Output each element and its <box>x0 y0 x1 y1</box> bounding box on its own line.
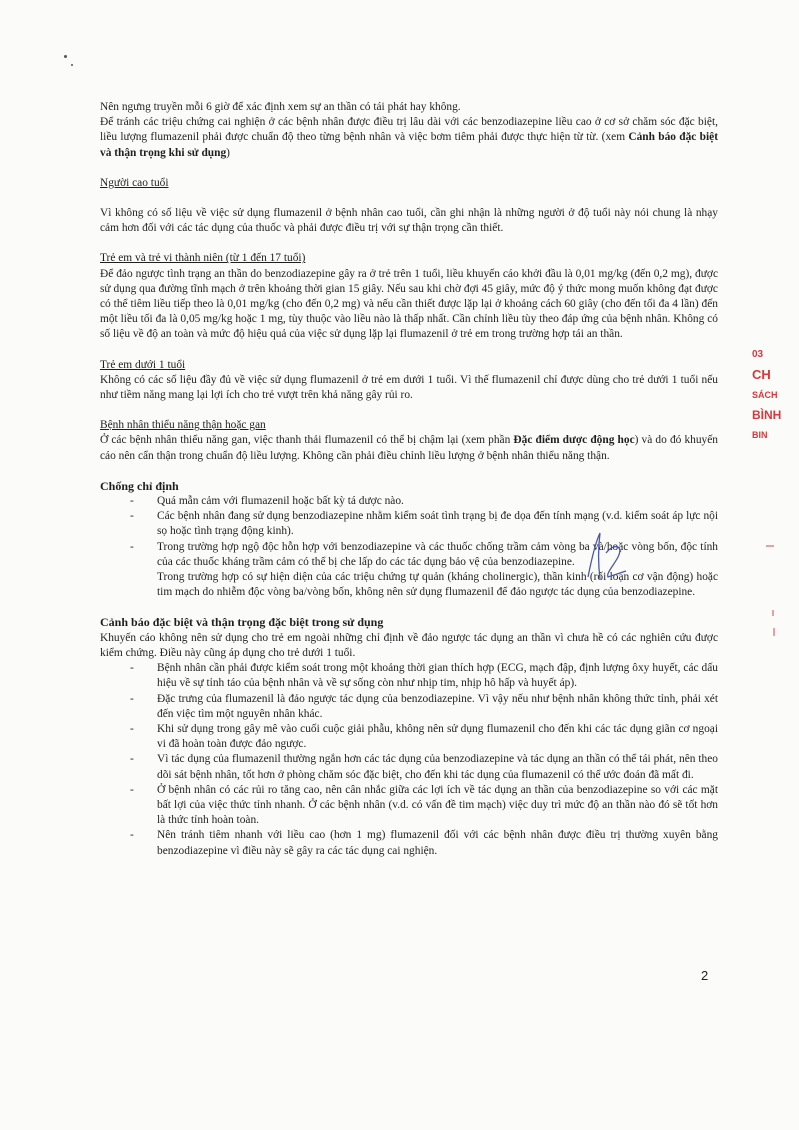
scan-speck <box>71 64 73 66</box>
list-item: - Quá mẫn cảm với flumazenil hoặc bất kỳ tá dược nào. <box>130 494 718 509</box>
stamp-mark <box>772 610 774 616</box>
list-item: - Bệnh nhân cần phải được kiểm soát trong một khoảng thời gian thích hợp (ECG, mạch đập, định lượng ôxy huyết, các dấu hiệu về sự tỉnh táo của bệnh nhân và về sự sống còn như nhịp tim, nhịp hô hấp và huyết áp). <box>130 661 718 691</box>
section-heading-elderly: Người cao tuổi <box>100 176 169 189</box>
intro-paragraph: Để tránh các triệu chứng cai nghiện ở các bệnh nhân được điều trị lâu dài với các benzodiazepine liều cao ở cơ sở chăm sóc đặc biệt, liều lượng flumazenil phải được chuẩn độ theo từng bệnh nhân và việc bơm tiêm phải được thực hiện từ từ. (xem Cảnh báo đặc biệt và thận trọng khi sử dụng) <box>100 116 718 159</box>
list-item: - Đặc trưng của flumazenil là đảo ngược tác dụng của benzodiazepine. Vì vậy nếu như bệnh nhân không thức tỉnh, phải xét đến việc tìm một nguyên nhân khác. <box>130 692 718 722</box>
cross-reference: Cảnh báo đặc biệt và thận trọng khi sử dụng <box>100 131 718 159</box>
section-heading-children: Trẻ em và trẻ vị thành niên (từ 1 đến 17 tuổi) <box>100 252 306 265</box>
intro-line-1: Nên ngưng truyền mỗi 6 giờ để xác định xem sự an thần có tái phát hay không. <box>100 101 461 113</box>
list-item: - Khi sử dụng trong gây mê vào cuối cuộc giải phẫu, không nên sử dụng flumazenil cho đến khi các tác dụng giãn cơ ngoại vi đã hoàn toàn được đảo ngược. <box>130 722 718 752</box>
warnings-intro: Khuyến cáo không nên sử dụng cho trẻ em ngoài những chỉ định về đảo ngược tác dụng an thần vì chưa hề có các nghiên cứu được kiểm chứng. Điều này cũng áp dụng cho trẻ dưới 1 tuổi. <box>100 631 718 659</box>
infants-text: Không có các số liệu đầy đủ về việc sử dụng flumazenil ở trẻ em dưới 1 tuổi. Vì thế flumazenil chỉ được dùng cho trẻ dưới 1 tuổi nếu như tiềm năng mang lại lợi ích cho trẻ vượt trên khả năng gây rủi ro. <box>100 373 718 402</box>
children-text: Để đảo ngược tình trạng an thần do benzodiazepine gây ra ở trẻ trên 1 tuổi, liều khuyến cáo khởi đầu là 0,01 mg/kg (đến 0,2 mg), được sử dụng qua đường tĩnh mạch ở trên khoảng thời gian 15 giây. Nếu sau khi chờ đợi 45 giây, mức độ ý thức mong muốn không đạt được có thể tiêm liều tiếp theo là 0,01 mg/kg (cho đến 0,2 mg) và nếu cần thiết được lặp lại ở khoảng cách 60 giây (cho đến tối đa 4 lần) đến một liều tối đa là 0,05 mg/kg hoặc 1 mg, tùy thuộc vào liều nào là thấp nhất. Cần chỉnh liều tùy theo đáp ứng của bệnh nhân. Không có số liệu về độ an toàn và mức độ hiệu quả của việc sử dụng lặp lại flumazenil ở trẻ em trong trường hợp tái an thần. <box>100 267 718 341</box>
contraindications-note: Trong trường hợp có sự hiện diện của các triệu chứng tự quản (kháng cholinergic), thần kinh (rối loạn cơ vận động) hoặc tim mạch do nhiễm độc vòng ba/vòng bốn, không nên sử dụng flumazenil để đảo ngược tác dụng của benzodiazepine. <box>157 571 718 599</box>
handwritten-signature <box>582 527 630 587</box>
elderly-text: Vì không có số liệu về việc sử dụng flumazenil ở bệnh nhân cao tuổi, cần ghi nhận là những người ở độ tuổi này nói chung là nhạy cảm hơn đối với các tác dụng của thuốc và phải được điều trị với sự thận trọng cần thiết. <box>100 207 718 235</box>
section-heading-infants: Trẻ em dưới 1 tuổi <box>100 358 186 371</box>
page-number: 2 <box>701 968 709 983</box>
list-item: - Ở bệnh nhân có các rủi ro tăng cao, nên cân nhắc giữa các lợi ích về tác dụng an thần của benzodiazepine so với các mặt bất lợi của việc thức tỉnh nhanh. Ở các bệnh nhân (v.d. có vấn đề tim mạch) việc duy trì mức độ an thần nào đó sẽ tốt hơn là thức tỉnh hoàn toàn. <box>130 783 718 829</box>
list-item: - Các bệnh nhân đang sử dụng benzodiazepine nhằm kiểm soát tình trạng bị đe dọa đến tính mạng (v.d. kiểm soát áp lực nội sọ hoặc tình trạng động kinh). <box>130 509 718 539</box>
section-heading-warnings: Cảnh báo đặc biệt và thận trọng đặc biệt trong sử dụng <box>100 615 384 630</box>
warnings-list <box>100 661 718 859</box>
stamp-mark <box>766 545 774 547</box>
list-item: - Trong trường hợp ngộ độc hỗn hợp với benzodiazepine và các thuốc chống trầm cảm vòng ba và/hoặc vòng bốn, độc tính của các thuốc kháng trầm cảm có thể bị che lấp do các tác dụng bảo vệ của benzodiazepine. <box>130 540 718 570</box>
list-item: - Nên tránh tiêm nhanh với liều cao (hơn 1 mg) flumazenil đối với các bệnh nhân được điều trị thường xuyên bằng benzodiazepine vì điều này sẽ gây ra các tác dụng cai nghiện. <box>130 828 718 858</box>
list-item: - Vì tác dụng của flumazenil thường ngắn hơn các tác dụng của benzodiazepine và tác dụng an thần có thể tái phát, nên theo dõi sát bệnh nhân, tốt hơn ở phòng chăm sóc đặc biệt, cho đến khi tác dụng của flumazenil có thể ước đoán đã mất đi. <box>130 752 718 782</box>
renal-text: Ở các bệnh nhân thiểu năng gan, việc thanh thải flumazenil có thể bị chậm lại (xem phần Đặc điểm dược động học) và do đó khuyến cáo nên cẩn thận trong chuẩn độ liều lượng. Không cần phải điều chỉnh liều lượng ở bệnh nhân thiểu năng thận. <box>100 434 718 462</box>
document-page <box>100 100 718 859</box>
section-heading-contraindications: Chống chỉ định <box>100 478 179 493</box>
section-heading-renal: Bệnh nhân thiểu năng thận hoặc gan <box>100 419 266 432</box>
stamp-mark <box>773 628 775 636</box>
approval-stamp: 03 CH SÁCH BÌNH BIN <box>752 349 782 440</box>
scan-speck <box>64 55 67 58</box>
